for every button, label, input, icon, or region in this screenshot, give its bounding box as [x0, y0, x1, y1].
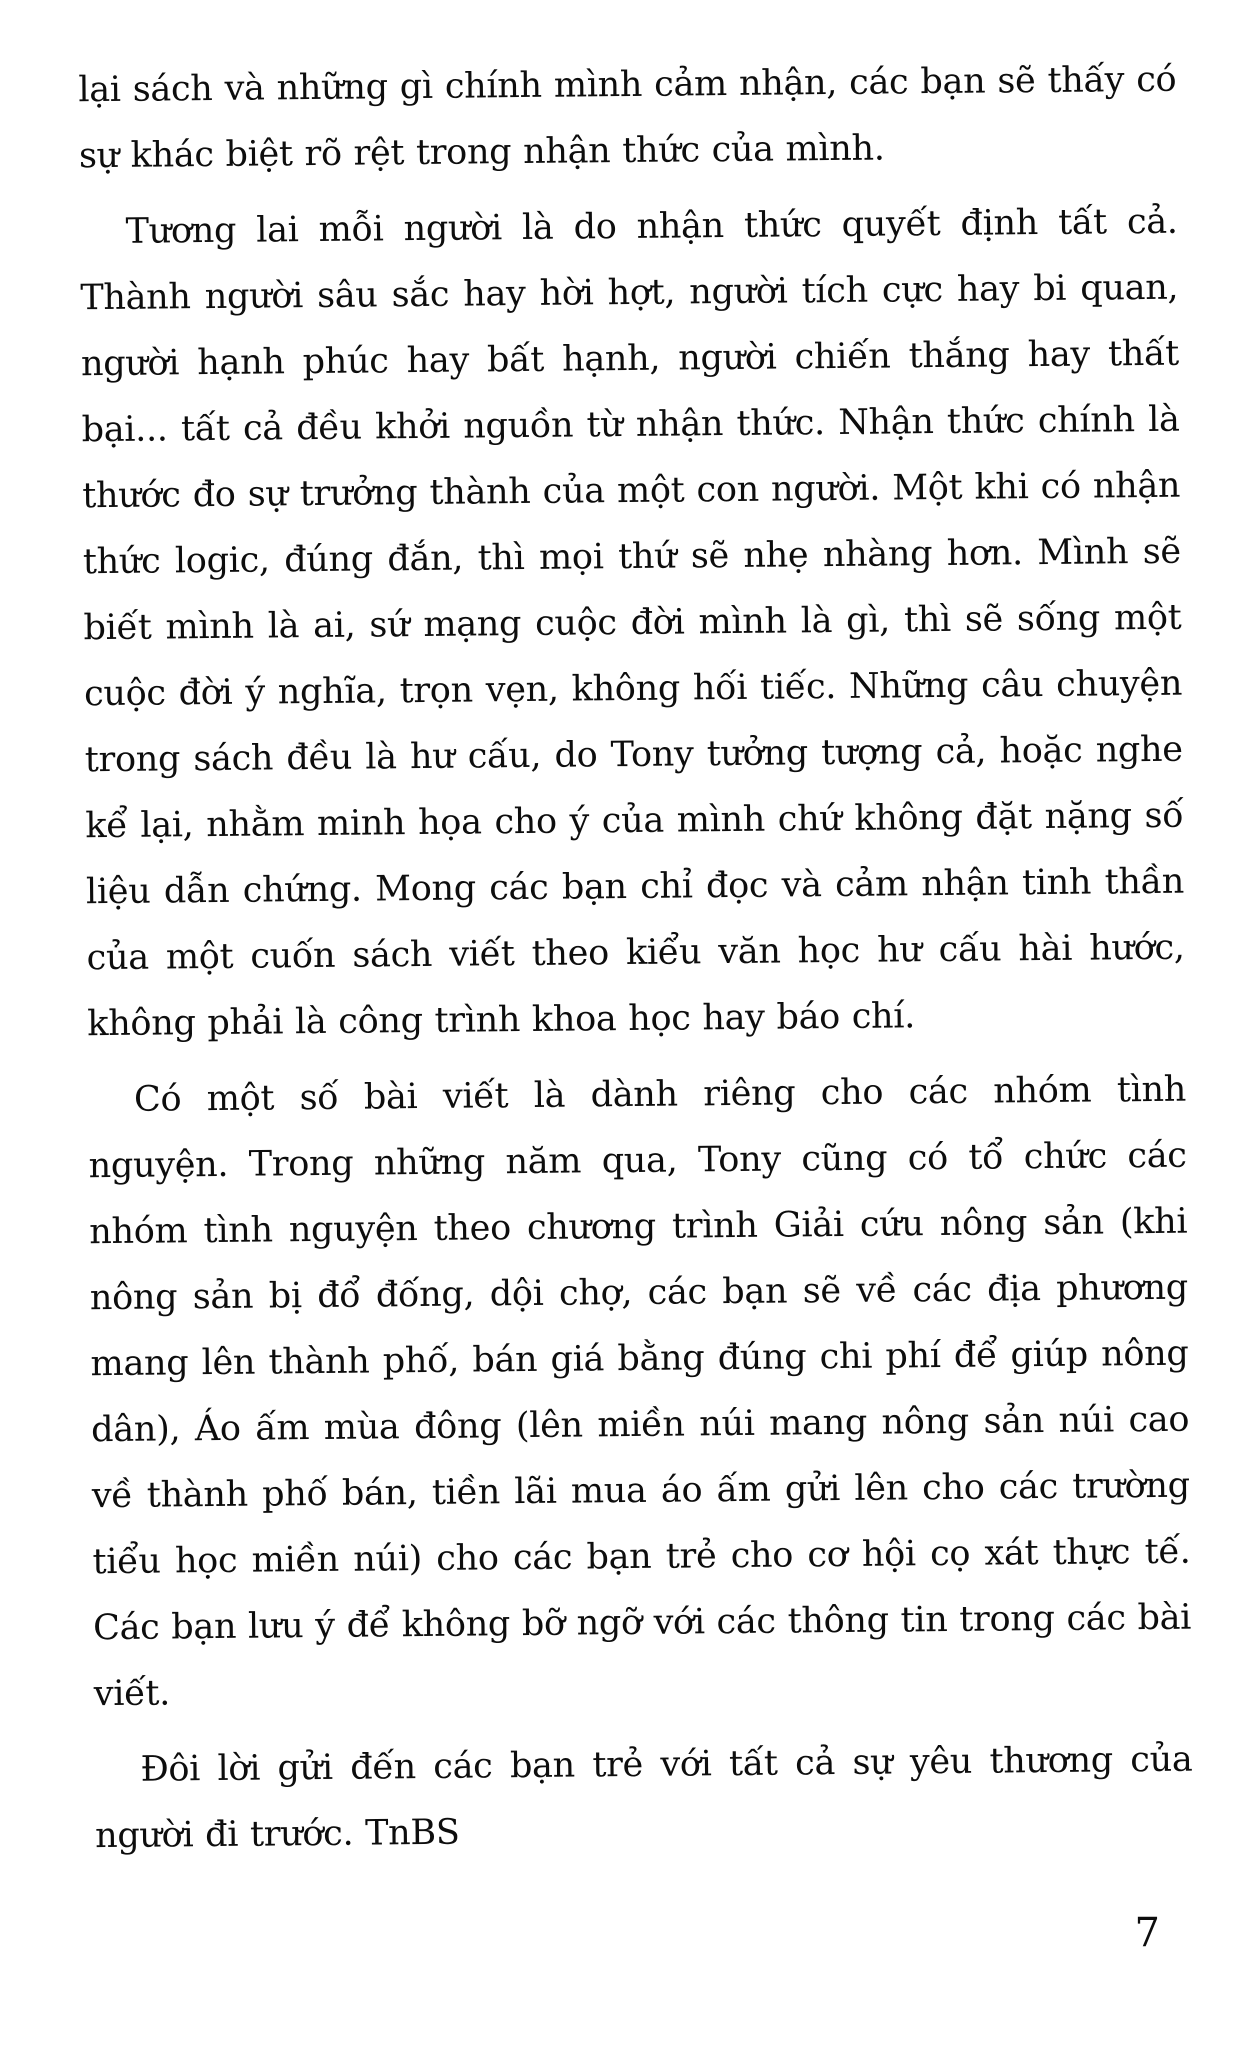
paragraph-perception: Tương lai mỗi người là do nhận thức quyết định tất cả. Thành người sâu sắc hay hời hợt, người tích cực hay bi quan, người hạnh phúc hay bất hạnh, người chiến thắng hay thất bại... tất cả đều khởi nguồn từ nhận thức. Nhận thức chính là thước đo sự trưởng thành của một con người. Một khi có nhận thức logic, đúng đắn, thì mọi thứ sẽ nhẹ nhàng hơn. Mình sẽ biết mình là ai, sứ mạng cuộc đời mình là gì, thì sẽ sống một cuộc đời ý nghĩa, trọn vẹn, không hối tiếc. Những câu chuyện trong sách đều là hư cấu, do Tony tưởng tượng cả, hoặc nghe kể lại, nhằm minh họa cho ý của mình chứ không đặt nặng số liệu dẫn chứng. Mong các bạn chỉ đọc và cảm nhận tinh thần của một cuốn sách viết theo kiểu văn học hư cấu hài hước, không phải là công trình khoa học hay báo chí. [80, 201, 1185, 1045]
paragraph-continuation: lại sách và những gì chính mình cảm nhận, các bạn sẽ thấy có sự khác biệt rõ rệt trong nhận thức của mình. [78, 59, 1177, 177]
paragraph-closing-signature: Đôi lời gửi đến các bạn trẻ với tất cả sự yêu thương của người đi trước. TnBS [94, 1739, 1193, 1857]
page-text-block [78, 47, 1193, 1879]
page-number: 7 [1134, 1910, 1160, 1956]
paragraph-volunteer-groups: Có một số bài viết là dành riêng cho các nhóm tình nguyện. Trong những năm qua, Tony cũng có tổ chức các nhóm tình nguyện theo chương trình Giải cứu nông sản (khi nông sản bị đổ đống, dội chợ, các bạn sẽ về các địa phương mang lên thành phố, bán giá bằng đúng chi phí để giúp nông dân), Áo ấm mùa đông (lên miền núi mang nông sản núi cao về thành phố bán, tiền lãi mua áo ấm gửi lên cho các trường tiểu học miền núi) cho các bạn trẻ cho cơ hội cọ xát thực tế. Các bạn lưu ý để không bỡ ngỡ với các thông tin trong các bài viết. [88, 1069, 1192, 1715]
